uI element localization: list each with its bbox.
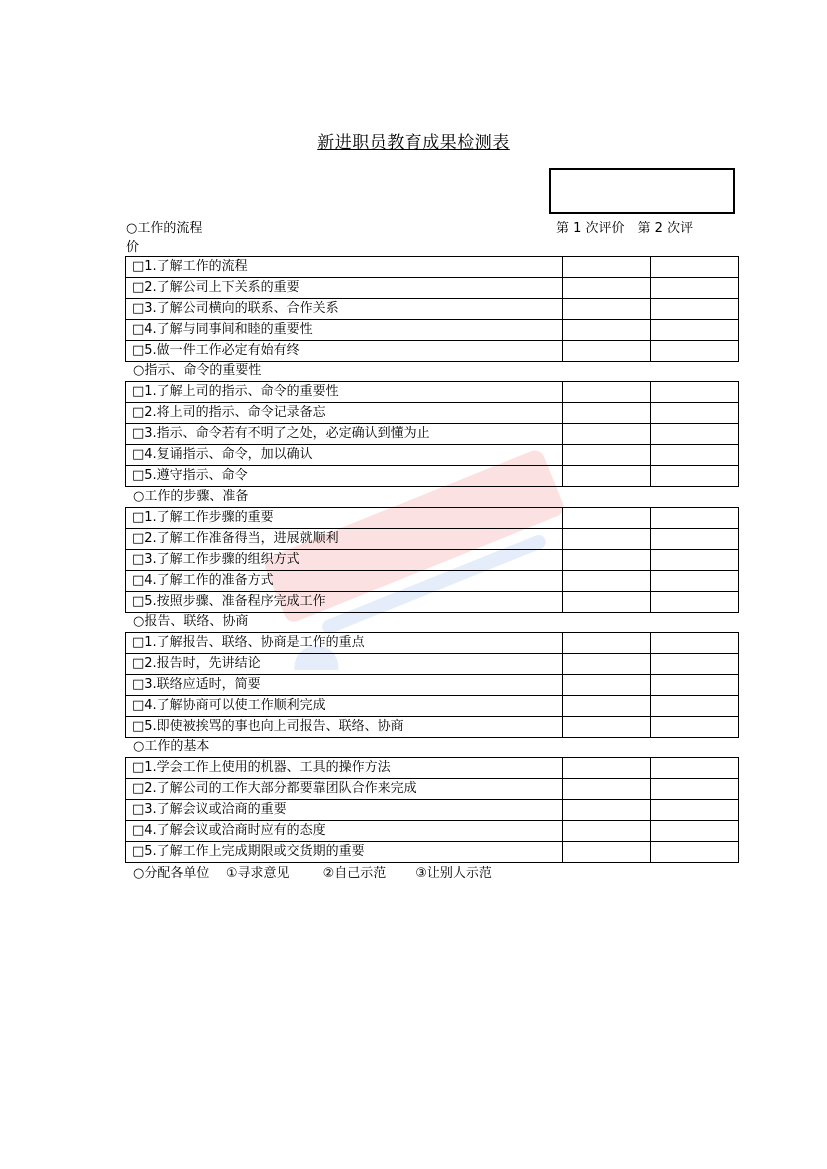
eval-2-cell[interactable] bbox=[651, 508, 739, 529]
eval-2-cell[interactable] bbox=[651, 529, 739, 550]
eval-1-cell[interactable] bbox=[563, 654, 651, 675]
score-box bbox=[549, 168, 735, 214]
footer-option-3: ③让别人示范 bbox=[415, 866, 492, 881]
checklist-item[interactable]: □5.按照步骤、准备程序完成工作 bbox=[126, 592, 563, 613]
checklist-item[interactable]: □2.了解公司的工作大部分都要靠团队合作来完成 bbox=[126, 779, 563, 800]
checklist-item[interactable]: □4.了解协商可以使工作顺利完成 bbox=[126, 696, 563, 717]
eval-1-cell[interactable] bbox=[563, 466, 651, 487]
eval-2-cell[interactable] bbox=[651, 675, 739, 696]
eval-1-cell[interactable] bbox=[563, 382, 651, 403]
eval-1-cell[interactable] bbox=[563, 758, 651, 779]
checklist-item[interactable]: □2.报告时，先讲结论 bbox=[126, 654, 563, 675]
section-title: ○工作的步骤、准备 bbox=[133, 489, 249, 504]
document-title: 新进职员教育成果检测表 bbox=[317, 133, 510, 153]
checklist-table bbox=[125, 507, 739, 613]
section-report-contact bbox=[125, 612, 738, 738]
table-row bbox=[126, 592, 739, 613]
eval-2-cell[interactable] bbox=[651, 445, 739, 466]
eval-1-cell[interactable] bbox=[563, 508, 651, 529]
table-row bbox=[126, 403, 739, 424]
checklist-table bbox=[125, 256, 739, 362]
eval-2-cell[interactable] bbox=[651, 633, 739, 654]
checklist-item[interactable]: □2.将上司的指示、命令记录备忘 bbox=[126, 403, 563, 424]
eval-2-cell[interactable] bbox=[651, 821, 739, 842]
table-row bbox=[126, 654, 739, 675]
table-row bbox=[126, 717, 739, 738]
eval-1-cell[interactable] bbox=[563, 633, 651, 654]
checklist-item[interactable]: □3.指示、命令若有不明了之处，必定确认到懂为止 bbox=[126, 424, 563, 445]
table-row bbox=[126, 445, 739, 466]
table-row bbox=[126, 571, 739, 592]
checklist-item[interactable]: □5.即使被挨骂的事也向上司报告、联络、协商 bbox=[126, 717, 563, 738]
eval-1-cell[interactable] bbox=[563, 571, 651, 592]
table-row bbox=[126, 278, 739, 299]
table-row bbox=[126, 424, 739, 445]
eval-1-cell[interactable] bbox=[563, 445, 651, 466]
eval-2-cell[interactable] bbox=[651, 842, 739, 863]
section-work-steps bbox=[125, 487, 738, 613]
eval-1-cell[interactable] bbox=[563, 320, 651, 341]
checklist-item[interactable]: □2.了解公司上下关系的重要 bbox=[126, 278, 563, 299]
eval-1-cell[interactable] bbox=[563, 696, 651, 717]
eval-2-cell[interactable] bbox=[651, 341, 739, 362]
table-row bbox=[126, 758, 739, 779]
eval-1-cell[interactable] bbox=[563, 424, 651, 445]
header-wrap-text: 价 bbox=[126, 240, 140, 255]
eval-1-cell[interactable] bbox=[563, 341, 651, 362]
eval-2-cell[interactable] bbox=[651, 382, 739, 403]
eval-2-cell[interactable] bbox=[651, 257, 739, 278]
checklist-table bbox=[125, 381, 739, 487]
table-row bbox=[126, 257, 739, 278]
checklist-item[interactable]: □1.了解上司的指示、命令的重要性 bbox=[126, 382, 563, 403]
eval-2-cell[interactable] bbox=[651, 800, 739, 821]
eval-2-cell[interactable] bbox=[651, 466, 739, 487]
eval-2-cell[interactable] bbox=[651, 717, 739, 738]
eval-2-cell[interactable] bbox=[651, 779, 739, 800]
section-instructions bbox=[125, 361, 738, 487]
eval-1-cell[interactable] bbox=[563, 675, 651, 696]
footer-label: ○分配各单位 bbox=[133, 866, 210, 881]
checklist-item[interactable]: □3.联络应适时，简要 bbox=[126, 675, 563, 696]
eval-2-cell[interactable] bbox=[651, 403, 739, 424]
eval-2-cell[interactable] bbox=[651, 278, 739, 299]
table-row bbox=[126, 842, 739, 863]
eval-1-cell[interactable] bbox=[563, 403, 651, 424]
eval-2-cell[interactable] bbox=[651, 424, 739, 445]
table-row bbox=[126, 821, 739, 842]
eval-1-cell[interactable] bbox=[563, 529, 651, 550]
eval-1-cell[interactable] bbox=[563, 779, 651, 800]
table-row bbox=[126, 382, 739, 403]
table-row bbox=[126, 320, 739, 341]
checklist-item[interactable]: □5.做一件工作必定有始有终 bbox=[126, 341, 563, 362]
checklist-item[interactable]: □3.了解工作步骤的组织方式 bbox=[126, 550, 563, 571]
eval-2-cell[interactable] bbox=[651, 299, 739, 320]
table-row bbox=[126, 550, 739, 571]
checklist-item[interactable]: □1.了解工作步骤的重要 bbox=[126, 508, 563, 529]
eval-2-cell[interactable] bbox=[651, 592, 739, 613]
eval-2-cell[interactable] bbox=[651, 654, 739, 675]
table-row bbox=[126, 529, 739, 550]
checklist-item[interactable]: □4.了解与同事间和睦的重要性 bbox=[126, 320, 563, 341]
table-row bbox=[126, 675, 739, 696]
checklist-item[interactable]: □1.学会工作上使用的机器、工具的操作方法 bbox=[126, 758, 563, 779]
table-row bbox=[126, 508, 739, 529]
eval-1-cell[interactable] bbox=[563, 800, 651, 821]
eval-2-cell[interactable] bbox=[651, 571, 739, 592]
eval-2-cell[interactable] bbox=[651, 696, 739, 717]
table-row bbox=[126, 800, 739, 821]
eval-2-cell[interactable] bbox=[651, 758, 739, 779]
checklist-item[interactable]: □3.了解公司横向的联系、合作关系 bbox=[126, 299, 563, 320]
eval-2-cell[interactable] bbox=[651, 550, 739, 571]
checklist-item[interactable]: □1.了解报告、联络、协商是工作的重点 bbox=[126, 633, 563, 654]
table-row bbox=[126, 466, 739, 487]
section-work-basics bbox=[125, 737, 738, 863]
checklist-table bbox=[125, 632, 739, 738]
checklist-item[interactable]: □5.了解工作上完成期限或交货期的重要 bbox=[126, 842, 563, 863]
footer-option-1: ①寻求意见 bbox=[225, 866, 290, 881]
table-row bbox=[126, 696, 739, 717]
table-row bbox=[126, 779, 739, 800]
eval-1-cell[interactable] bbox=[563, 717, 651, 738]
checklist-item[interactable]: □5.遵守指示、命令 bbox=[126, 466, 563, 487]
table-row bbox=[126, 341, 739, 362]
header-first-section-label: ○工作的流程 bbox=[126, 221, 203, 236]
checklist-item[interactable]: □3.了解会议或洽商的重要 bbox=[126, 800, 563, 821]
eval-2-cell[interactable] bbox=[651, 320, 739, 341]
footer-assignment-line bbox=[133, 862, 492, 881]
section-title: ○指示、命令的重要性 bbox=[133, 363, 262, 378]
section-title: ○工作的基本 bbox=[133, 739, 210, 754]
eval-1-cell[interactable] bbox=[563, 592, 651, 613]
table-row bbox=[126, 299, 739, 320]
eval-1-cell[interactable] bbox=[563, 550, 651, 571]
checklist-item[interactable]: □1.了解工作的流程 bbox=[126, 257, 563, 278]
checklist-item[interactable]: □4.复诵指示、命令，加以确认 bbox=[126, 445, 563, 466]
eval-1-cell[interactable] bbox=[563, 842, 651, 863]
checklist-item[interactable]: □4.了解会议或洽商时应有的态度 bbox=[126, 821, 563, 842]
checklist-table bbox=[125, 757, 739, 863]
checklist-item[interactable]: □2.了解工作准备得当，进展就顺利 bbox=[126, 529, 563, 550]
checklist-item[interactable]: □4.了解工作的准备方式 bbox=[126, 571, 563, 592]
eval-1-cell[interactable] bbox=[563, 257, 651, 278]
section-title: ○报告、联络、协商 bbox=[133, 614, 249, 629]
eval-1-cell[interactable] bbox=[563, 278, 651, 299]
header-evaluation-columns: 第 1 次评价 第 2 次评 bbox=[556, 221, 694, 236]
section-workflow bbox=[125, 256, 738, 362]
eval-1-cell[interactable] bbox=[563, 821, 651, 842]
table-row bbox=[126, 633, 739, 654]
footer-option-2: ②自己示范 bbox=[322, 866, 387, 881]
eval-1-cell[interactable] bbox=[563, 299, 651, 320]
